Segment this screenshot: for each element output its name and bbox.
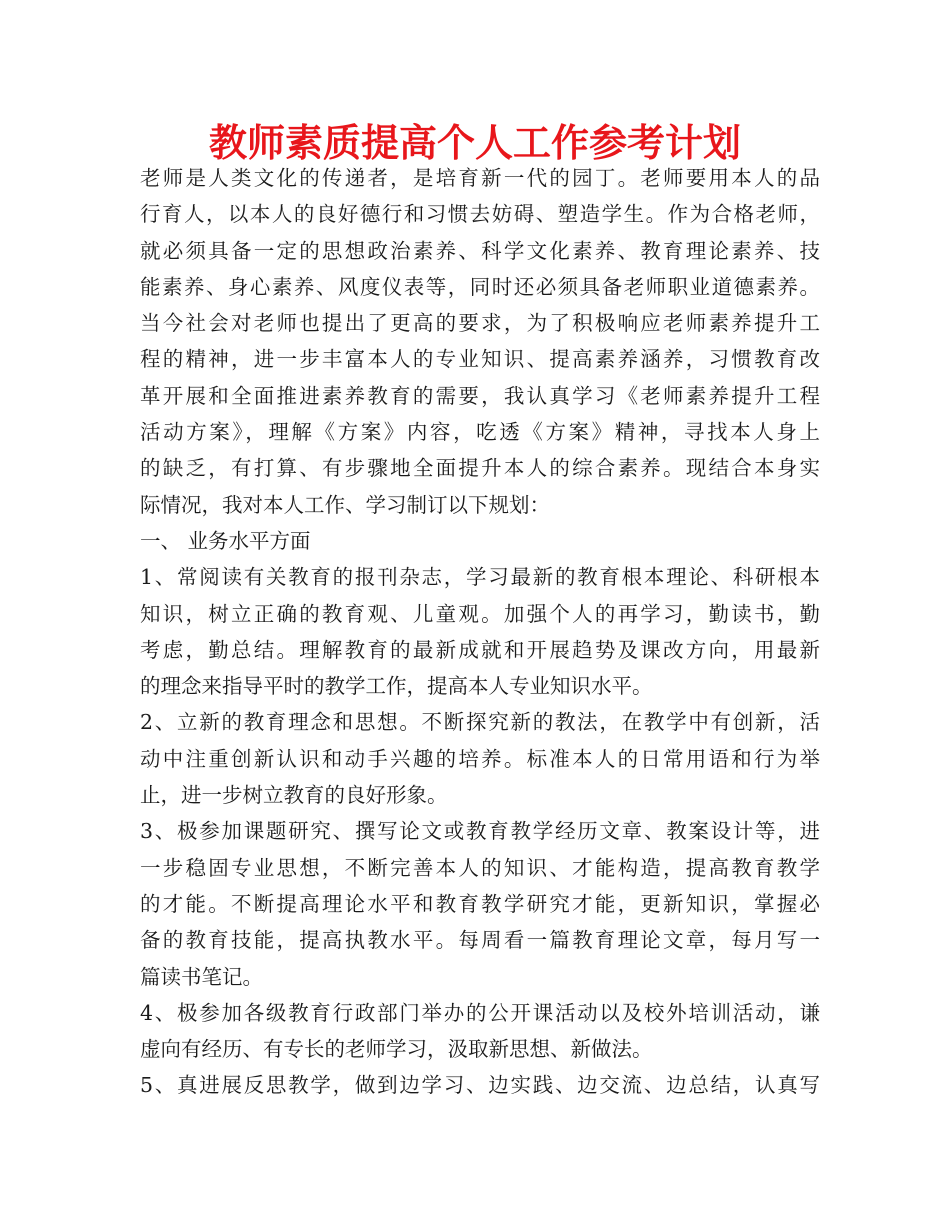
body-line: 动中注重创新认识和动手兴趣的培养。标准本人的日常用语和行为举 [140, 746, 820, 771]
body-line: 篇读书笔记。 [140, 964, 263, 989]
body-line: 2、立新的教育理念和思想。不断探究新的教法，在教学中有创新，活 [140, 710, 820, 735]
body-line: 知识，树立正确的教育观、儿童观。加强个人的再学习，勤读书，勤 [140, 601, 820, 626]
body-line: 3、极参加课题研究、撰写论文或教育教学经历文章、教案设计等，进 [140, 819, 820, 844]
body-line: 当今社会对老师也提出了更高的要求，为了积极响应老师素养提升工 [140, 311, 820, 336]
body-line: 的才能。不断提高理论水平和教育教学研究才能，更新知识，掌握必 [140, 891, 820, 916]
body-line: 止，进一步树立教育的良好形象。 [140, 783, 448, 808]
body-line: 1、常阅读有关教育的报刊杂志，学习最新的教育根本理论、科研根本 [140, 565, 820, 590]
body-line: 老师是人类文化的传递者，是培育新一代的园丁。老师要用本人的品 [140, 166, 820, 190]
body-line: 的理念来指导平时的教学工作，提高本人专业知识水平。 [140, 674, 653, 699]
body-line: 4、极参加各级教育行政部门举办的公开课活动以及校外培训活动，谦 [140, 1000, 820, 1025]
body-line: 考虑，勤总结。理解教育的最新成就和开展趋势及课改方向，用最新 [140, 637, 820, 662]
body-line: 能素养、身心素养、风度仪表等，同时还必须具备老师职业道德素养。 [140, 274, 820, 299]
body-line: 5、真进展反思教学，做到边学习、边实践、边交流、边总结，认真写 [140, 1073, 820, 1098]
document-body [140, 160, 820, 1104]
body-line: 的缺乏，有打算、有步骤地全面提升本人的综合素养。现结合本身实 [140, 456, 820, 481]
body-line: 革开展和全面推进素养教育的需要，我认真学习《老师素养提升工程 [140, 383, 820, 408]
body-line: 一、 业务水平方面 [140, 528, 311, 553]
body-line: 际情况，我对本人工作、学习制订以下规划： [140, 492, 550, 517]
body-line: 行育人，以本人的良好德行和习惯去妨碍、塑造学生。作为合格老师， [140, 202, 820, 227]
body-line: 备的教育技能，提高执教水平。每周看一篇教育理论文章，每月写一 [140, 928, 820, 953]
body-line: 一步稳固专业思想，不断完善本人的知识、才能构造，提高教育教学 [140, 855, 820, 880]
body-line: 虚向有经历、有专长的老师学习，汲取新思想、新做法。 [140, 1037, 653, 1062]
body-line: 程的精神，进一步丰富本人的专业知识、提高素养涵养，习惯教育改 [140, 347, 820, 372]
document-title: 教师素质提高个人工作参考计划 [208, 121, 741, 165]
body-line: 就必须具备一定的思想政治素养、科学文化素养、教育理论素养、技 [140, 238, 820, 263]
body-line: 活动方案》，理解《方案》内容，吃透《方案》精神，寻找本人身上 [140, 420, 820, 445]
